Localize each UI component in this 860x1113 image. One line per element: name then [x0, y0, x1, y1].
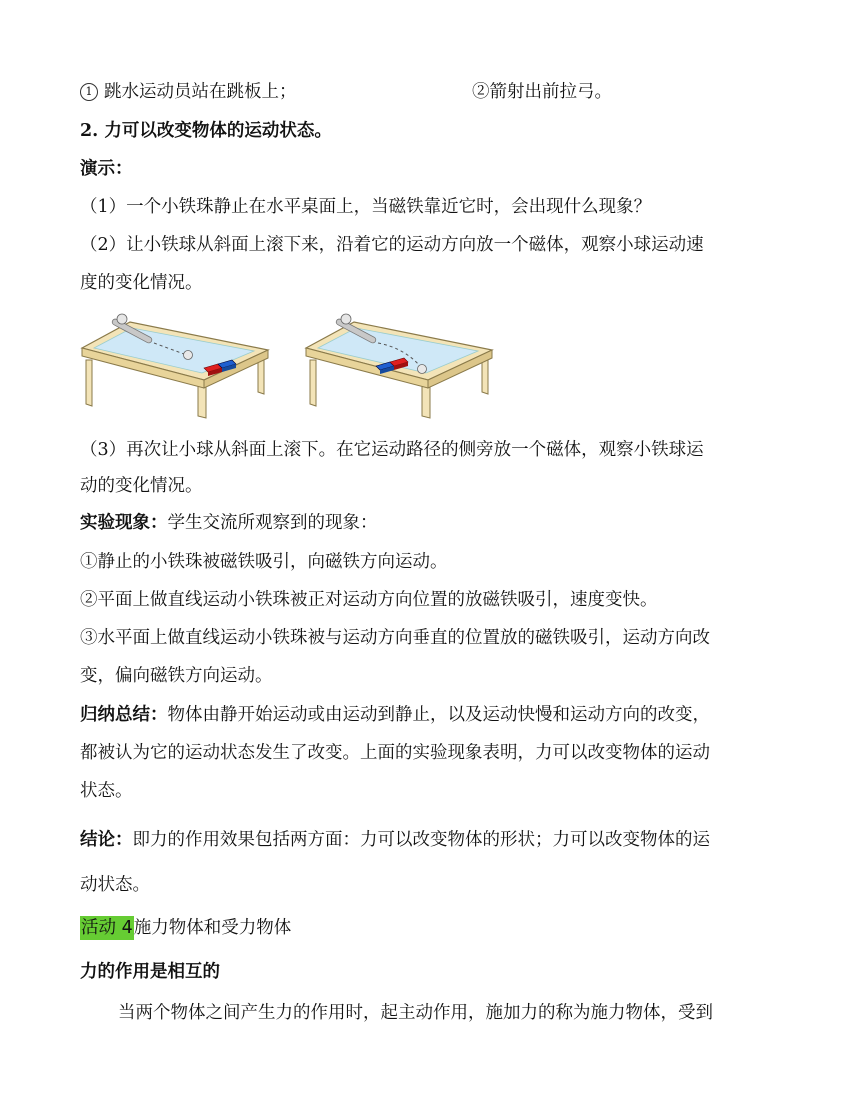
phenomenon-line — [80, 511, 378, 535]
conclusion-line-a — [80, 828, 710, 852]
example-right: ②箭射出前拉弓。 — [472, 82, 612, 102]
activity-title: 施力物体和受力物体 — [133, 918, 292, 938]
conclusion-line-b: 动状态。 — [80, 875, 150, 895]
summary-label: 归纳总结： — [80, 705, 168, 725]
activity-tag: 活动 4 — [81, 918, 133, 938]
activity-heading — [80, 916, 291, 940]
observation-3-line-a: ③水平面上做直线运动小铁珠被与运动方向垂直的位置放的磁铁吸引，运动方向改 — [80, 628, 710, 648]
example-line — [80, 80, 612, 104]
observation-2: ②平面上做直线运动小铁珠被正对运动方向位置的放磁铁吸引，速度变快。 — [80, 590, 658, 610]
demo-item-2-line-a: （2）让小铁球从斜面上滚下来，沿着它的运动方向放一个磁体，观察小球运动速 — [80, 235, 704, 255]
experiment-figure-front-magnet — [80, 308, 270, 420]
experiment-figure-side-magnet — [304, 308, 494, 420]
example-left: 跳水运动员站在跳板上； — [104, 82, 297, 102]
conclusion-text-a: 即力的作用效果包括两方面：力可以改变物体的形状；力可以改变物体的运 — [132, 830, 710, 850]
section-heading: 2. 力可以改变物体的运动状态。 — [80, 121, 332, 141]
circled-number: 1 — [80, 83, 98, 101]
summary-line-a — [80, 703, 710, 727]
closing-paragraph: 当两个物体之间产生力的作用时，起主动作用，施加力的称为施力物体，受到 — [118, 1003, 713, 1023]
demo-label: 演示： — [80, 159, 133, 179]
demo-item-3-line-a: （3）再次让小球从斜面上滚下。在它运动路径的侧旁放一个磁体，观察小铁球运 — [80, 440, 704, 460]
phenomenon-text: 学生交流所观察到的现象： — [167, 513, 378, 533]
phenomenon-label: 实验现象： — [80, 513, 168, 533]
demo-item-3-line-b: 动的变化情况。 — [80, 476, 203, 496]
observation-3-line-b: 变，偏向磁铁方向运动。 — [80, 666, 273, 686]
summary-text-a: 物体由静开始运动或由运动到静止，以及运动快慢和运动方向的改变， — [167, 705, 710, 725]
demo-item-2-line-b: 度的变化情况。 — [80, 273, 203, 293]
observation-1: ①静止的小铁珠被磁铁吸引，向磁铁方向运动。 — [80, 552, 448, 572]
demo-item-1: （1）一个小铁珠静止在水平桌面上，当磁铁靠近它时，会出现什么现象？ — [80, 197, 652, 217]
summary-line-b: 都被认为它的运动状态发生了改变。上面的实验现象表明，力可以改变物体的运动 — [80, 743, 710, 763]
summary-line-c: 状态。 — [80, 781, 133, 801]
conclusion-label: 结论： — [80, 830, 133, 850]
mutual-force-heading: 力的作用是相互的 — [80, 962, 220, 982]
